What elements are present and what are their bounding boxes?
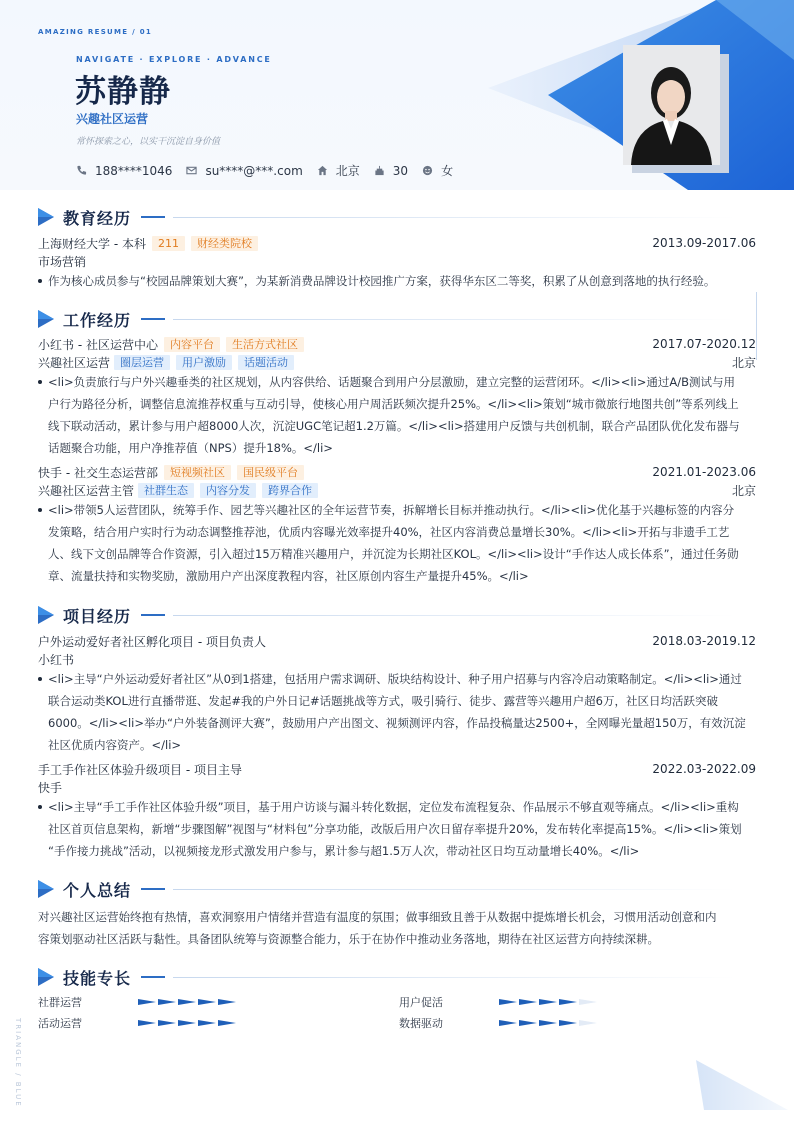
cake-icon [374,165,385,176]
text-line: 对兴趣社区运营始终抱有热情，喜欢洞察用户情绪并营造有温度的氛围；做事细致且善于从数据中提炼增长机会，习惯用活动创意和内 [38,910,717,924]
project-description [38,668,756,756]
skill-mark-filled [178,1019,196,1027]
work-item [38,463,756,587]
text-line: <li>主导“户外运动爱好者社区”从0到1搭建，包括用户需求调研、版块结构设计、种子用户招募与内容冷启动策略制定。</li><li>通过 [48,672,742,686]
skill-meter [499,998,599,1006]
skill-mark-filled [138,998,156,1006]
position-name: 兴趣社区运营 [38,355,111,370]
skill-item [38,1015,399,1031]
company-name: 快手 - 社交生态运营部 [38,465,158,480]
section-rule [173,319,736,320]
skill-item [38,994,399,1010]
education-major [38,252,756,270]
contact-gender [422,162,453,179]
project-org: 小红书 [38,652,75,667]
project-name: 手工手作社区体验升级项目 - 项目主导 [38,762,242,777]
side-watermark: TRIANGLE / BLUE [14,1018,22,1108]
skill-mark-filled [198,1019,216,1027]
education-row [38,234,756,252]
school-tag: 211 [152,236,185,251]
school-name: 上海财经大学 - 本科 [38,236,146,251]
section-dash [141,216,165,218]
section-title: 技能专长 [63,968,132,988]
work-section [38,308,756,587]
school-tag: 财经类院校 [191,236,258,251]
section-rule [173,217,736,218]
text-line: “手作接力挑战”活动，以视频接龙形式激发用户参与，累计参与超1.5万人次，带动社区日均互动量增长40%。</li> [48,844,640,858]
section-dash [141,318,165,320]
skill-mark-filled [519,998,537,1006]
triangle-flag-icon [38,310,54,328]
project-date: 2022.03-2022.09 [652,762,756,776]
text-line: 章、流量扶持和实物奖励，激励用户产出深度教程内容，社区原创内容生产量提升45%。</li> [48,569,529,583]
work-city: 北京 [731,355,756,370]
section-header [38,206,756,228]
age-value: 30 [392,163,409,178]
work-date: 2021.01-2023.06 [652,465,756,479]
skill-mark-filled [499,998,517,1006]
text-line: <li>负责旅行与户外兴趣垂类的社区规划，从内容供给、话题聚合到用户分层激励，建立完整的运营闭环。</li><li>通过A/B测试与用 [48,375,735,389]
project-title-row [38,760,756,778]
text-line: 联合运动类KOL进行直播带逛、发起#我的户外日记#话题挑战等方式，吸引骑行、徒步、露营等兴趣用户超6万，社区日均活跃突破 [48,694,718,708]
skill-name: 社群运营 [38,996,82,1009]
position-tag: 用户激励 [176,355,232,370]
text-line: 6000。</li><li>举办“户外装备测评大赛”，鼓励用户产出图文、视频测评内容，作品投稿量达2500+，全网曝光量超150万，有效沉淀 [48,716,746,730]
education-section [38,206,756,292]
major-name: 市场营销 [38,254,87,269]
text-line: <li>带领5人运营团队，统筹手作、园艺等兴趣社区的全年运营节奏，拆解增长目标并推动执行。</li><li>优化基于兴趣标签的内容分 [48,503,735,517]
work-position-row [38,353,756,371]
work-position-row [38,481,756,499]
skill-mark-filled [218,998,236,1006]
project-description [38,796,756,862]
candidate-name: 苏静静 [75,74,171,110]
project-item [38,760,756,862]
text-line: 发策略，结合用户实时行为动态调整推荐池，优质内容曝光效率提升40%，社区内容消费总量增长30%。</li><li>开拓与非遗手工艺 [48,525,730,539]
triangle-flag-icon [38,606,54,624]
text-line: 话题聚合功能，用户净推荐值（NPS）提升18%。</li> [48,441,333,455]
text-line: 人、线下文创品牌等合作资源，引入超过15万精准兴趣用户，并沉淀为长期社区KOL。</li><li>设计“手作达人成长体系”，通过任务勋 [48,547,739,561]
summary-section [38,878,756,950]
section-rule [173,615,736,616]
project-item [38,632,756,756]
position-tag: 跨界合作 [262,483,318,498]
section-title: 项目经历 [63,606,132,626]
side-divider [756,292,757,360]
section-title: 工作经历 [63,310,132,330]
mail-icon [186,165,197,176]
triangle-flag-icon [38,208,54,226]
candidate-motto: 常怀探索之心，以实干沉淀自身价值 [76,137,221,147]
skill-item [399,994,756,1010]
profile-photo [623,45,720,165]
section-title: 教育经历 [63,208,132,228]
section-header [38,604,756,626]
project-name: 户外运动爱好者社区孵化项目 - 项目负责人 [38,634,266,649]
contact-age [374,164,408,178]
triangle-flag-icon [38,880,54,898]
skill-mark-filled [499,1019,517,1027]
skill-name: 数据驱动 [399,1017,443,1030]
company-tag: 国民级平台 [237,465,304,480]
skill-mark-filled [559,1019,577,1027]
section-rule [173,889,736,890]
skill-item [399,1015,756,1031]
skill-mark-filled [218,1019,236,1027]
text-line: 户行为路径分析，调整信息流推荐权重与互动引导，使核心用户周活跃频次提升25%。</li><li>策划“城市微旅行地图共创”等系列线上 [48,397,739,411]
project-date: 2018.03-2019.12 [652,634,756,648]
gender-icon [422,165,433,176]
triangle-flag-icon [38,968,54,986]
section-header [38,966,756,988]
text-line: 社区优质内容资产。</li> [48,738,182,752]
skill-mark-filled [539,1019,557,1027]
text-line: 社区首页信息架构，新增“步骤图解”视图与“材料包”分享功能，改版后用户次日留存率提升20%，发布转化率提高15%。</li><li>策划 [48,822,742,836]
company-tag: 生活方式社区 [226,337,304,352]
contact-city [317,162,360,179]
city-value: 北京 [335,164,360,178]
section-header [38,878,756,900]
email-value: su****@***.com [205,163,303,178]
decorative-triangle-bottom [690,1060,794,1115]
resume-eyebrow: AMAZING RESUME / 01 [38,28,153,36]
company-tag: 短视频社区 [164,465,231,480]
text-line: 线下联动活动，累计参与用户超8000人次，沉淀UGC笔记超1.2万篇。</li><li>搭建用户反馈与共创机制，联合产品团队优化发布器与 [48,419,740,433]
work-description [38,499,756,587]
skill-mark-filled [138,1019,156,1027]
skill-name: 用户促活 [399,996,443,1009]
skill-mark-filled [539,998,557,1006]
skill-mark-filled [158,998,176,1006]
work-company-row [38,463,756,481]
work-company-row [38,335,756,353]
header-tagline: NAVIGATE · EXPLORE · ADVANCE [76,55,272,64]
skill-mark-empty [579,1019,597,1027]
skill-mark-filled [559,998,577,1006]
work-description [38,371,756,459]
candidate-role: 兴趣社区运营 [76,112,149,126]
company-name: 小红书 - 社区运营中心 [38,337,158,352]
work-date: 2017.07-2020.12 [652,337,756,351]
skills-grid [38,994,756,1031]
skill-meter [499,1019,599,1027]
work-item [38,335,756,459]
skill-mark-filled [178,998,196,1006]
phone-icon [76,165,87,176]
text-line: <li>主导“手工手作社区体验升级”项目，基于用户访谈与漏斗转化数据，定位发布流程复杂、作品展示不够直观等痛点。</li><li>重构 [48,800,739,814]
position-tag: 圈层运营 [114,355,170,370]
skill-meter [138,1019,238,1027]
education-date: 2013.09-2017.06 [652,236,756,250]
phone-value: 188****1046 [95,163,173,178]
project-org-row [38,778,756,796]
section-header [38,308,756,330]
portrait-illustration [623,45,720,165]
project-org: 快手 [38,780,63,795]
position-tag: 社群生态 [138,483,194,498]
projects-section [38,604,756,862]
section-dash [141,614,165,616]
section-dash [141,888,165,890]
skill-name: 活动运营 [38,1017,82,1030]
contact-phone [76,164,172,178]
company-tag: 内容平台 [164,337,220,352]
summary-text [38,906,756,950]
education-bullet: 作为核心成员参与“校园品牌策划大赛”，为某新消费品牌设计校园推广方案，获得华东区二等奖，积累了从创意到落地的执行经验。 [38,270,756,292]
skill-mark-filled [198,998,216,1006]
skills-section [38,966,756,1031]
position-tag: 话题活动 [238,355,294,370]
skill-mark-empty [579,998,597,1006]
section-dash [141,976,165,978]
contact-email [186,164,302,178]
project-title-row [38,632,756,650]
position-name: 兴趣社区运营主管 [38,483,135,498]
position-tag: 内容分发 [200,483,256,498]
section-title: 个人总结 [63,880,132,900]
gender-value: 女 [441,164,454,178]
home-icon [317,165,328,176]
skill-mark-filled [519,1019,537,1027]
contact-bar [76,162,467,179]
text-line: 容策划驱动社区活跃与黏性。具备团队统筹与资源整合能力，乐于在协作中推动业务落地，期待在社区运营方向持续深耕。 [38,932,659,946]
skill-meter [138,998,238,1006]
section-rule [173,977,736,978]
work-city: 北京 [731,483,756,498]
skill-mark-filled [158,1019,176,1027]
project-org-row [38,650,756,668]
